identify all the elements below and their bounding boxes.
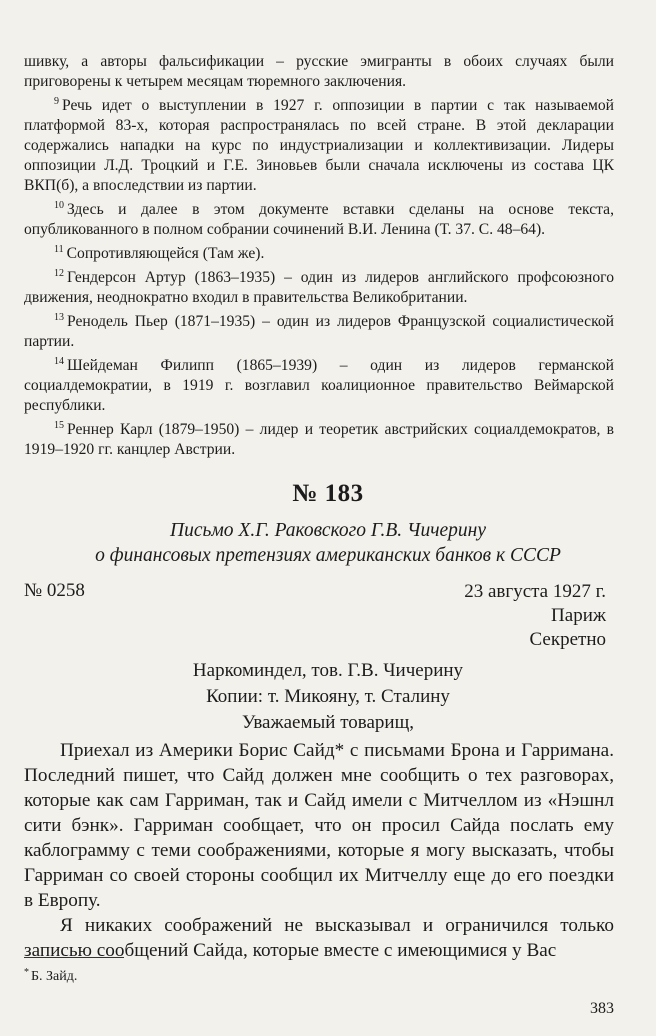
note-13	[24, 308, 614, 352]
letter-paragraph: Приехал из Америки Борис Сайд* с письмами Брона и Гарримана. Последний пишет, что Сайд должен мне сообщить о тех разговорах, которые как сам Гарриман, так и Сайд имели с Митчеллом из «Нэшнл сити бэнк». Гарриман сообщает, что он просил Сайда послать ему каблограмму с теми соображениями, которые я могу высказать, чтобы Гарриман со своей стороны сообщил их Митчеллу еще до его поездки в Европу.	[24, 740, 614, 911]
note-14	[24, 352, 614, 416]
note-text: Шейдеман Филипп (1865–1939) – один из лидеров германской социалдемократии, в 1919 г. возглавил коалиционное правительство Веймарской республики.	[24, 357, 614, 414]
addressee-block	[0, 658, 656, 736]
note-10	[24, 196, 614, 240]
note-number: 12	[54, 268, 64, 279]
registration-number: № 0258	[24, 580, 85, 601]
note-11	[24, 240, 614, 264]
note-number: 14	[54, 356, 64, 367]
note-text: шивку, а авторы фальсификации – русские эмигранты в обоих случаях были приговорены к четырем месяцам тюремного заключения.	[24, 53, 614, 90]
note-text: Здесь и далее в этом документе вставки сделаны на основе текста, опубликованного в полном собрании сочинений В.И. Ленина (Т. 37. С. 48–64).	[24, 201, 614, 238]
note-text: Речь идет о выступлении в 1927 г. оппозиции в партии с так называемой платформой 83-х, которая распространялась по всей стране. В этой декларации содержались нападки на курс по индустриализации и коллективизации. Лидеры оппозиции Л.Д. Троцкий и Г.Е. Зиновьев были сначала исключены из состава ЦК ВКП(б), а впоследствии из партии.	[24, 97, 614, 194]
note-12	[24, 264, 614, 308]
footnote	[24, 967, 77, 985]
letter-paragraph: Я никаких соображений не высказывал и ограничился только записью сообщений Сайда, которые вместе с имеющимися у Вас	[24, 915, 614, 961]
page-number: 383	[590, 1000, 614, 1017]
note-15	[24, 416, 614, 460]
note-number: 11	[54, 244, 64, 255]
salutation: Уважаемый товарищ,	[242, 712, 414, 733]
note-number: 15	[54, 420, 64, 431]
note-continuation	[24, 52, 614, 92]
note-number: 13	[54, 312, 64, 323]
note-text: Реннер Карл (1879–1950) – лидер и теоретик австрийских социалдемократов, в 1919–1920 гг. канцлер Австрии.	[24, 421, 614, 458]
note-9	[24, 92, 614, 196]
note-text: Гендерсон Артур (1863–1935) – один из лидеров английского профсоюзного движения, неоднократно входил в правительства Великобритании.	[24, 269, 614, 306]
copies-line: Копии: т. Микояну, т. Сталину	[206, 686, 450, 707]
date-place-block	[464, 580, 606, 652]
addressee: Наркоминдел, тов. Г.В. Чичерину	[192, 660, 464, 681]
document-title	[0, 518, 656, 568]
footnote-divider	[24, 957, 124, 958]
footnote-text: Б. Зайд.	[31, 969, 78, 984]
document-title-line: о финансовых претензиях американских банков к СССР	[95, 545, 561, 566]
note-number: 10	[54, 200, 64, 211]
document-title-line: Письмо Х.Г. Раковского Г.В. Чичерину	[170, 520, 486, 541]
letter-body	[24, 738, 614, 963]
classification-mark: Секретно	[529, 629, 606, 650]
document-date: 23 августа 1927 г.	[464, 581, 606, 602]
note-number: 9	[54, 96, 59, 107]
note-text: Ренодель Пьер (1871–1935) – один из лидеров Французской социалистической партии.	[24, 313, 614, 350]
document-place: Париж	[551, 605, 606, 626]
endnotes-section	[24, 52, 614, 460]
footnote-marker: *	[24, 967, 29, 978]
document-number: № 183	[292, 480, 364, 507]
note-text: Сопротивляющейся (Там же).	[66, 245, 265, 262]
